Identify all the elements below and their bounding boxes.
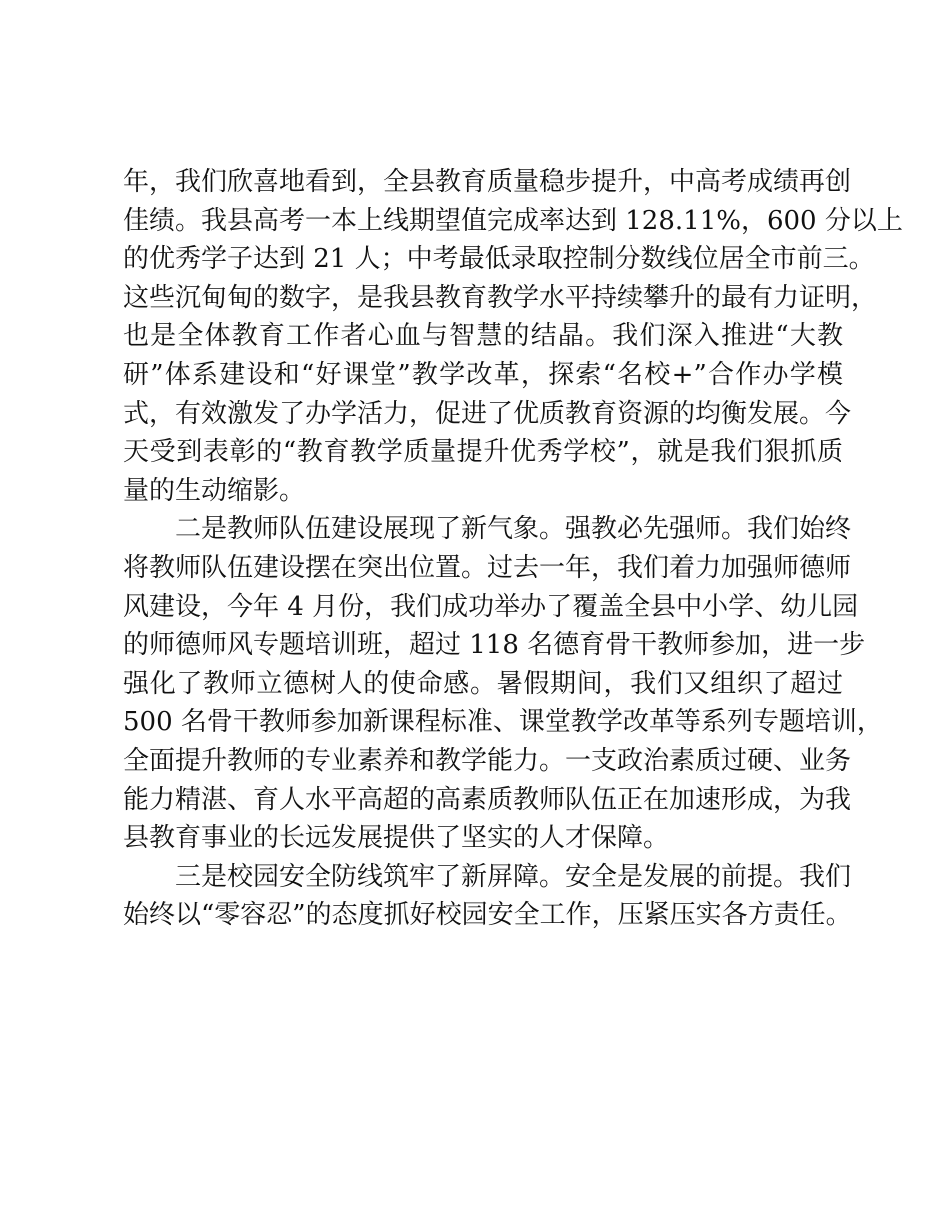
text-line: 式，有效激发了办学活力，促进了优质教育资源的均衡发展。今 [123,398,852,429]
paragraph-safety [123,858,852,935]
text-line: 全面提升教师的专业素养和教学能力。一支政治素质过硬、业务 [123,745,852,776]
text-line: 500 名骨干教师参加新课程标准、课堂教学改革等系列专题培训， [123,707,883,738]
text-line: 研”体系建设和“好课堂”教学改革，探索“名校+”合作办学模 [123,359,843,390]
text-line: 的师德师风专题培训班，超过 118 名德育骨干教师参加，进一步 [123,630,866,661]
text-line: 将教师队伍建设摆在突出位置。过去一年，我们着力加强师德师 [123,552,852,583]
text-line: 始终以“零容忍”的态度抓好校园安全工作，压紧压实各方责任。 [123,900,852,931]
text-line: 天受到表彰的“教育教学质量提升优秀学校”，就是我们狠抓质 [123,437,843,468]
paragraph-teachers [123,510,883,857]
text-line: 这些沉甸甸的数字，是我县教育教学水平持续攀升的最有力证明， [123,282,878,313]
text-line: 能力精湛、育人水平高超的高素质教师队伍正在加速形成，为我 [123,784,852,815]
text-line: 强化了教师立德树人的使命感。暑假期间，我们又组织了超过 [123,668,843,699]
text-line: 风建设，今年 4 月份，我们成功举办了覆盖全县中小学、幼儿园 [123,591,859,622]
text-line: 三是校园安全防线筑牢了新屏障。安全是发展的前提。我们 [175,861,852,892]
text-line: 佳绩。我县高考一本上线期望值完成率达到 128.11%，600 分以上 [123,205,903,236]
document-body [123,163,903,935]
text-line: 县教育事业的长远发展提供了坚实的人才保障。 [123,823,670,854]
text-line: 也是全体教育工作者心血与智慧的结晶。我们深入推进“大教 [123,321,843,352]
text-line: 年，我们欣喜地看到，全县教育质量稳步提升，中高考成绩再创 [123,167,852,197]
paragraph-quality [123,163,903,510]
text-line: 二是教师队伍建设展现了新气象。强教必先强师。我们始终 [175,514,852,545]
text-line: 的优秀学子达到 21 人；中考最低录取控制分数线位居全市前三。 [123,244,875,275]
text-line: 量的生动缩影。 [123,475,306,506]
